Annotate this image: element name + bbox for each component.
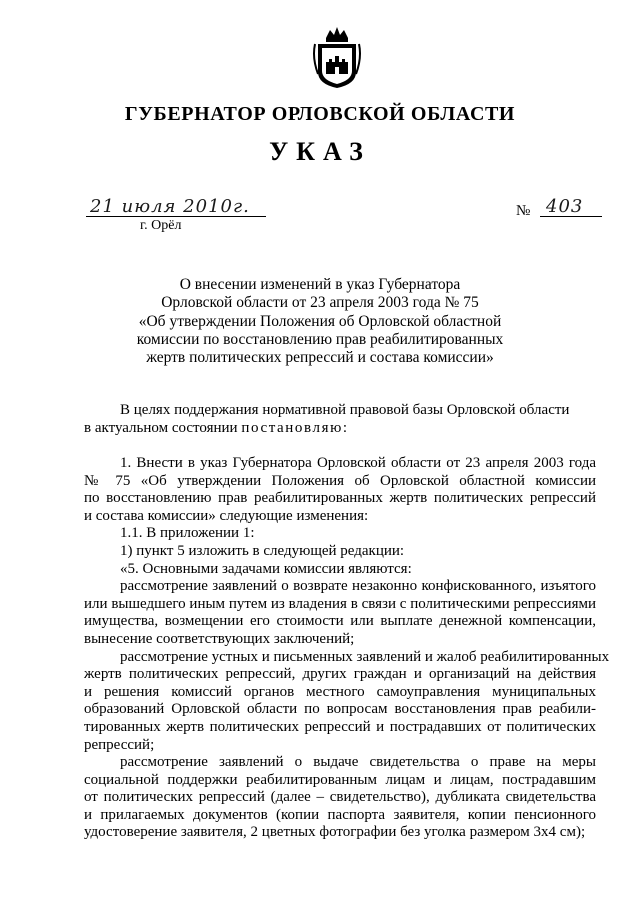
decree-body [84, 455, 610, 842]
preamble [84, 402, 596, 437]
preamble-line: в актуальном состоянии постановляю: [84, 419, 349, 436]
task-2-line: и решения комиссий органов местного самоуправления муниципальных [84, 683, 596, 700]
task-1-line: или вышедшего иным путем из владения в связи с политическими репрессиями [84, 595, 596, 612]
preamble-line: В целях поддержания нормативной правовой базы Орловской области [120, 402, 570, 418]
city-label: г. Орёл [140, 218, 182, 233]
date-underline [86, 216, 266, 217]
task-2-line: тированных жертв политических репрессий и пострадавших от политических [84, 718, 596, 735]
task-2-line: жертв политических репрессий, других граждан и организаций на действия [84, 666, 596, 683]
task-1-line: имущества, возмещении его стоимости или выплате денежной компенсации, [84, 613, 596, 630]
subclause-1: 1) пункт 5 изложить в следующей редакции: [120, 542, 405, 559]
coat-of-arms-emblem [312, 24, 362, 90]
subject-line: Орловской области от 23 апреля 2003 года № 75 [161, 294, 479, 312]
task-3-line: рассмотрение заявлений о выдаче свидетельства о праве на меры [120, 754, 596, 771]
number-underline [540, 216, 602, 217]
task-3-line: удостоверение заявителя, 2 цветных фотографии без уголка размером 3х4 см); [84, 824, 586, 841]
task-2-line: образований Орловской области по вопросам восстановления прав реабили- [84, 701, 596, 718]
task-1-line: вынесение соответствующих заключений; [84, 630, 355, 647]
document-type: УКАЗ [269, 137, 371, 166]
task-2-line: рассмотрение устных и письменных заявлений и жалоб реабилитированных [120, 648, 610, 665]
point-5-heading: «5. Основными задачами комиссии являются: [120, 560, 412, 577]
number-label: № [516, 203, 531, 219]
subject-line: «Об утверждении Положения об Орловской областной [138, 312, 502, 330]
task-3-line: от политических репрессий (далее – свидетельство), дубликата свидетельства [84, 789, 596, 806]
paragraph-1-line: по восстановлению прав реабилитированных жертв политических репрессий [84, 490, 596, 507]
resolve-word: постановляю: [241, 419, 349, 436]
task-3-line: и прилагаемых документов (копии паспорта заявителя, копии пенсионного [84, 806, 596, 823]
subject-line: О внесении изменений в указ Губернатора [179, 276, 461, 293]
task-3-line: социальной поддержки реабилитированным лицам и лицам, пострадавшим [84, 771, 596, 788]
subject-line: жертв политических репрессий и состава комиссии» [146, 349, 494, 367]
task-2-line: репрессий; [84, 736, 155, 753]
clause-1-1: 1.1. В приложении 1: [120, 525, 255, 542]
handwritten-number: 403 [546, 196, 584, 217]
paragraph-1-line: 1. Внести в указ Губернатора Орловской области от 23 апреля 2003 года [120, 455, 596, 471]
paragraph-1-line: и состава комиссии» следующие изменения: [84, 507, 369, 524]
task-1-line: рассмотрение заявлений о возврате незаконно конфискованного, изъятого [120, 578, 596, 595]
paragraph-1-line: № 75 «Об утверждении Положения об Орловской областной комиссии [84, 472, 596, 489]
decree-subject [100, 276, 540, 367]
handwritten-date: 21 июля 2010г. [90, 196, 250, 217]
governor-title: ГУБЕРНАТОР ОРЛОВСКОЙ ОБЛАСТИ [124, 103, 516, 125]
subject-line: комиссии по восстановлению прав реабилитированных [136, 330, 504, 348]
